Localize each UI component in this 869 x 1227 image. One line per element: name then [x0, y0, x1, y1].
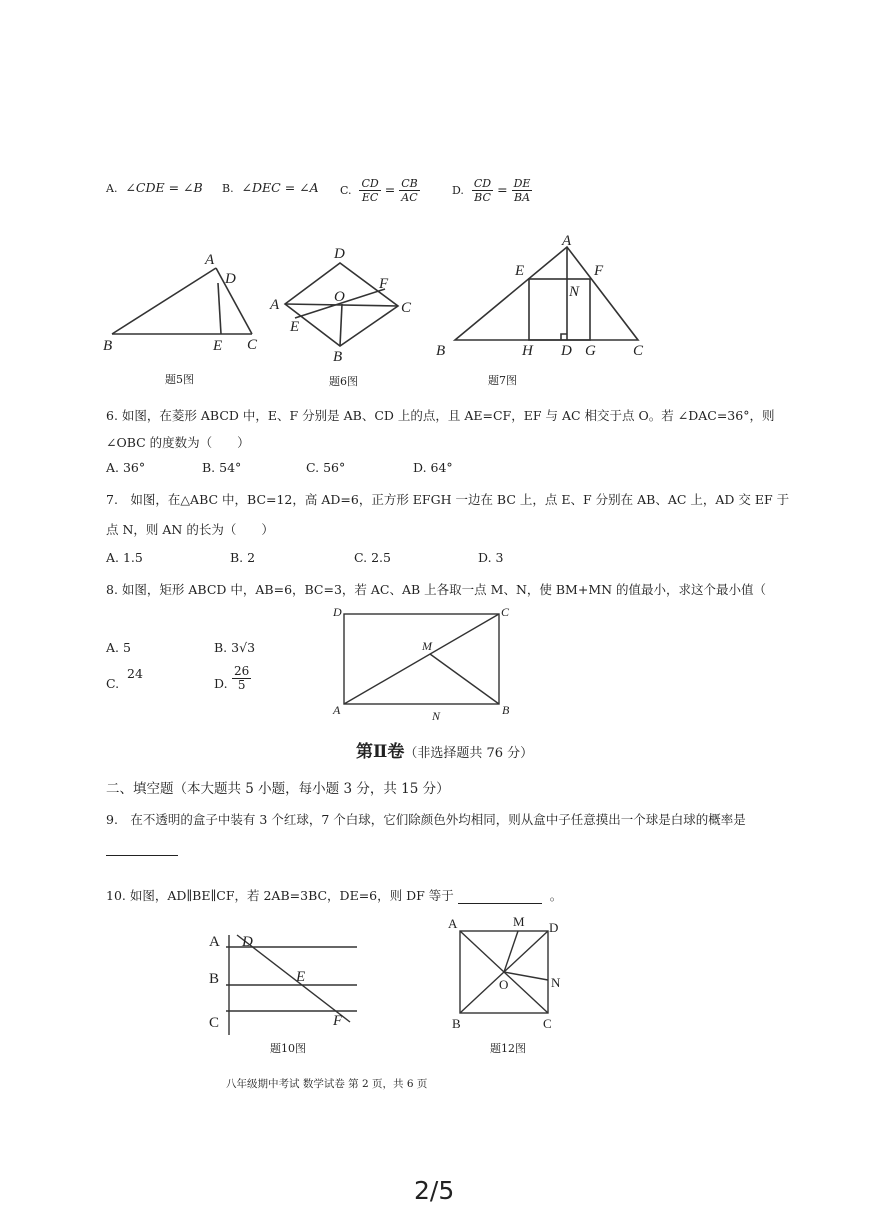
q5-option-b: B. ∠DEC = ∠A: [222, 180, 319, 195]
fig5-label-e: E: [213, 338, 223, 354]
fig12-label-a: A: [448, 916, 458, 931]
q8-stem: 8. 如图，矩形 ABCD 中，AB=6，BC=3，若 AC、AB 上各取一点 M、N，使 BM+MN 的值最小，求这个最小值（: [106, 582, 767, 597]
fig10-label-d: D: [242, 934, 253, 950]
q8-option-b: B. 3√3: [214, 640, 256, 655]
fig12-caption: 题12图: [490, 1042, 526, 1055]
q5-option-a: A. ∠CDE = ∠B: [106, 180, 203, 195]
fig12-diagonal-db: [460, 931, 548, 1013]
q5-option-d: D. $\frac{CD}{BC}$ = $\frac{DE}{BA}$: [452, 177, 531, 204]
fig7-label-d: D: [561, 343, 572, 359]
fig6-rhombus: [285, 263, 398, 346]
q5-option-c: C. $\frac{CD}{EC}$ = $\frac{CB}{AC}$: [340, 177, 418, 204]
fig6-segment-bo: [340, 304, 342, 346]
fig5-side-ba: [112, 268, 216, 334]
fig7-label-c: C: [633, 343, 644, 359]
fig12-label-m: M: [513, 914, 525, 929]
fig12-label-d: D: [549, 920, 559, 935]
fig12-label-o: O: [499, 977, 509, 992]
fig5-label-a: A: [205, 252, 215, 268]
part-2-heading: 二、填空题（本大题共 5 小题，每小题 3 分，共 15 分）: [106, 781, 450, 797]
q8-option-d-value: $\frac{26}{5}$: [234, 664, 250, 692]
q7-option-d: D. 3: [478, 550, 504, 565]
q7-stem-line2: 点 N，则 AN 的长为（ ）: [106, 522, 274, 537]
fig7-label-a: A: [562, 233, 572, 249]
fig6-label-d: D: [334, 246, 345, 262]
q7-option-b: B. 2: [230, 550, 256, 565]
fig7-label-g: G: [585, 343, 596, 359]
fig6-label-c: C: [401, 300, 412, 316]
fig10-label-e: E: [296, 969, 306, 985]
fig7-triangle: [455, 247, 638, 340]
fig10-label-a: A: [209, 934, 220, 950]
fig12-segment-om: [504, 931, 518, 972]
fig8-label-n: N: [432, 709, 441, 723]
q6-option-d: D. 64°: [413, 460, 453, 475]
fig6-label-b: B: [333, 349, 343, 365]
fig7-label-e: E: [515, 263, 525, 279]
fig8-label-c: C: [501, 605, 510, 619]
fig5-segment-de: [218, 283, 221, 334]
fig5-side-ac: [216, 268, 252, 334]
fig10-label-b: B: [209, 971, 220, 987]
q8-option-d-letter: D.: [214, 676, 228, 691]
fig7-label-f: F: [594, 263, 604, 279]
q8-option-a: A. 5: [106, 640, 131, 655]
q6-stem-line1: 6. 如图，在菱形 ABCD 中，E、F 分别是 AB、CD 上的点，且 AE=CF，EF 与 AC 相交于点 O。若 ∠DAC=36°，则: [106, 408, 775, 423]
q6-stem-line2: ∠OBC 的度数为（ ）: [106, 435, 250, 450]
fig5-label-b: B: [103, 338, 113, 354]
fig6-label-e: E: [290, 319, 300, 335]
fig8-diagonal-ac: [344, 614, 499, 704]
fig12-label-c: C: [543, 1016, 552, 1031]
fig7-label-b: B: [436, 343, 446, 359]
fig7-square-efgh: [529, 279, 590, 340]
fig12-label-n: N: [551, 975, 561, 990]
q6-option-a: A. 36°: [106, 460, 146, 475]
q9-answer-blank[interactable]: [106, 855, 178, 856]
fig12-segment-on: [504, 972, 548, 980]
fig6-label-a: A: [270, 297, 280, 313]
q8-option-c-value: 24: [127, 666, 143, 681]
fig6-diagonal-ac: [285, 304, 398, 306]
fig8-label-b: B: [502, 703, 510, 717]
q7-option-a: A. 1.5: [106, 550, 143, 565]
fig12-diagonal-ac: [460, 931, 548, 1013]
q7-option-c: C. 2.5: [354, 550, 391, 565]
fig7-label-h: H: [522, 343, 533, 359]
q8-option-c-letter: C.: [106, 676, 120, 691]
page-number: 2/5: [414, 1176, 455, 1205]
fig10-label-f: F: [333, 1013, 343, 1029]
q10-stem: 10. 如图，AD∥BE∥CF，若 2AB=3BC，DE=6，则 DF 等于 。: [106, 888, 563, 903]
fig5-label-c: C: [247, 337, 258, 353]
fig8-label-a: A: [333, 703, 341, 717]
fig6-caption: 题6图: [329, 375, 358, 388]
fig8-rectangle: [344, 614, 499, 704]
fig6-segment-ef: [295, 289, 385, 318]
fig7-label-n: N: [569, 284, 580, 300]
fig12-square: [460, 931, 548, 1013]
fig6-label-f: F: [379, 276, 389, 292]
fig12-label-b: B: [452, 1016, 461, 1031]
fig8-label-d: D: [333, 605, 342, 619]
page-footer: 八年级期中考试 数学试卷 第 2 页，共 6 页: [226, 1078, 428, 1090]
fig10-caption: 题10图: [270, 1042, 306, 1055]
section-2-title: 第Ⅱ卷（非选择题共 76 分）: [356, 742, 534, 762]
fig10-label-c: C: [209, 1015, 220, 1031]
q6-option-c: C. 56°: [306, 460, 346, 475]
q9-stem: 9. 在不透明的盒子中装有 3 个红球，7 个白球，它们除颜色外均相同，则从盒中子任意摸出一个球是白球的概率是: [106, 812, 746, 827]
fig6-label-o: O: [334, 289, 345, 305]
fig5-label-d: D: [225, 271, 236, 287]
q6-option-b: B. 54°: [202, 460, 242, 475]
q7-stem-line1: 7. 如图，在△ABC 中，BC=12，高 AD=6，正方形 EFGH 一边在 BC 上，点 E、F 分别在 AB、AC 上，AD 交 EF 于: [106, 492, 790, 507]
fig10-transversal-def: [237, 935, 350, 1022]
fig5-caption: 题5图: [165, 373, 194, 386]
fig8-segment-mb: [430, 654, 499, 704]
fig7-caption: 题7图: [488, 374, 517, 387]
fig8-label-m: M: [422, 639, 432, 653]
q10-answer-blank[interactable]: [458, 891, 542, 904]
fig7-right-angle-mark: [561, 334, 567, 340]
